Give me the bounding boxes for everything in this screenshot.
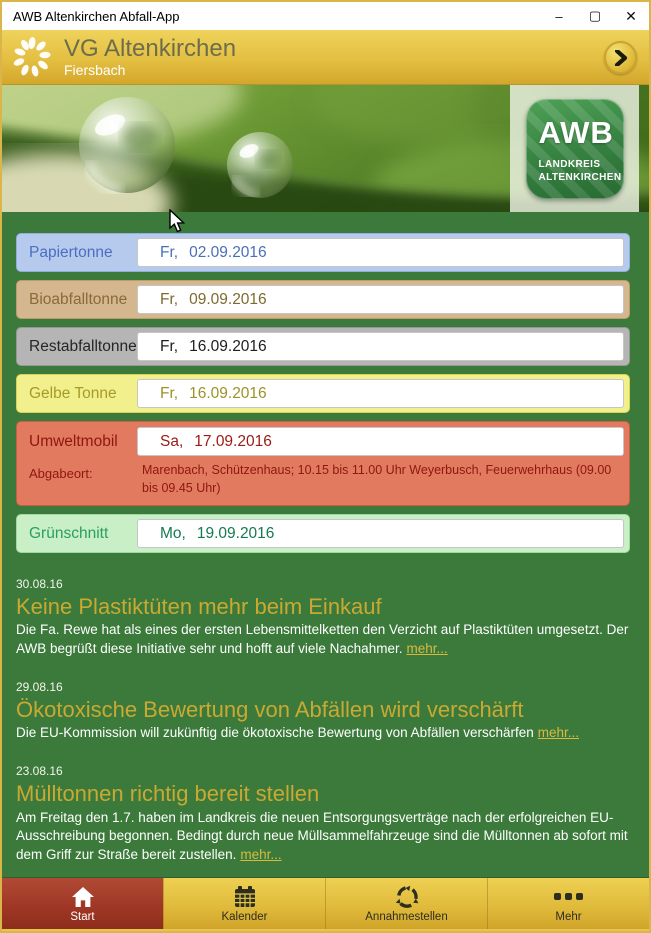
window-titlebar: [2, 2, 649, 30]
row-label: Gelbe Tonne: [29, 384, 117, 402]
bottom-nav: [2, 877, 649, 931]
minimize-button[interactable]: –: [555, 8, 563, 24]
schedule-row-papiertonne[interactable]: [16, 233, 630, 272]
main-content: [2, 212, 649, 877]
news-date: 23.08.16: [16, 764, 63, 779]
row-label: Papiertonne: [29, 243, 113, 261]
tab-kalender[interactable]: Kalender: [163, 878, 325, 929]
news-section: [2, 553, 649, 865]
news-item: [16, 764, 633, 865]
date-field[interactable]: Mo, 19.09.2016: [137, 519, 624, 548]
app-header: [2, 30, 649, 85]
news-body: Die EU-Kommission will zukünftig die ökotoxische Bewertung von Abfällen verschärfen mehr...: [16, 725, 580, 741]
schedule-row-restabfalltonne[interactable]: [16, 327, 630, 366]
flower-logo-icon: [10, 35, 54, 79]
news-title: Mülltonnen richtig bereit stellen: [16, 781, 320, 807]
schedule-row-umweltmobil[interactable]: [16, 421, 630, 506]
hero-image: [2, 85, 649, 212]
date-field[interactable]: Fr, 16.09.2016: [137, 332, 624, 361]
awb-logo-badge: AWB LANDKREIS ALTENKIRCHEN: [526, 99, 624, 199]
header-title: VG Altenkirchen: [64, 35, 237, 63]
date-field[interactable]: Fr, 16.09.2016: [137, 379, 624, 408]
news-date: 30.08.16: [16, 577, 63, 591]
date-field[interactable]: Fr, 02.09.2016: [137, 238, 624, 267]
header-subtitle: Fiersbach: [64, 61, 126, 78]
tab-start[interactable]: Start: [2, 878, 163, 929]
abgabeort-text: Marenbach, Schützenhaus; 10.15 bis 11.00 Uhr Weyerbusch, Feuerwehrhaus (09.00 bis 09.45 Uhr): [142, 463, 612, 495]
recycle-icon: [395, 885, 419, 909]
news-body: Am Freitag den 1.7. haben im Landkreis die neuen Entsorgungsverträge nach der erfolgreichen EU-Ausschreibung begonnen. Bedingt durch neue Müllsammelfahrzeuge sind die Mülltonnen ab sofort mit dem Griff zur Straße bereit zustellen. mehr...: [16, 809, 628, 863]
header-next-button[interactable]: [604, 41, 637, 74]
more-dots-icon: [554, 885, 583, 909]
date-field[interactable]: Fr, 09.09.2016: [137, 285, 624, 314]
date-field[interactable]: Sa, 17.09.2016: [137, 427, 624, 456]
calendar-icon: [233, 885, 257, 909]
schedule-row-bioabfalltonne[interactable]: [16, 280, 630, 319]
tab-annahmestellen[interactable]: Annahmestellen: [325, 878, 487, 929]
news-body: Die Fa. Rewe hat als eines der ersten Lebensmittelketten den Verzicht auf Plastiktüten umgesetzt. Der AWB begrüßt diese Initiative sehr und hofft auf viele Nachahmer. mehr...: [16, 622, 629, 657]
news-item: [16, 577, 633, 659]
news-date: 29.08.16: [16, 680, 63, 695]
mehr-link[interactable]: mehr...: [240, 847, 282, 863]
mehr-link[interactable]: mehr...: [537, 725, 580, 741]
mehr-link[interactable]: mehr...: [406, 641, 448, 657]
chevron-right-icon: [614, 50, 628, 66]
news-title: Ökotoxische Bewertung von Abfällen wird verschärft: [16, 697, 524, 723]
tab-mehr[interactable]: Mehr: [487, 878, 649, 929]
home-icon: [71, 885, 95, 909]
schedule-row-gelbe-tonne[interactable]: [16, 374, 630, 413]
news-title: Keine Plastiktüten mehr beim Einkauf: [16, 594, 382, 619]
window-title: AWB Altenkirchen Abfall-App: [13, 8, 180, 24]
hero-side-panel: [510, 85, 639, 212]
awb-logo-text: AWB: [538, 114, 614, 150]
maximize-button[interactable]: ▢: [588, 8, 602, 23]
row-label: Restabfalltonne: [29, 337, 137, 355]
row-label: Grünschnitt: [29, 524, 109, 542]
abgabeort-label: Abgabeort:: [29, 466, 93, 481]
schedule-row-gruenschnitt[interactable]: [16, 514, 630, 553]
news-item: [16, 680, 633, 743]
close-button[interactable]: ✕: [625, 7, 637, 24]
row-label: Bioabfalltonne: [29, 290, 128, 308]
row-label: Umweltmobil: [29, 432, 118, 450]
